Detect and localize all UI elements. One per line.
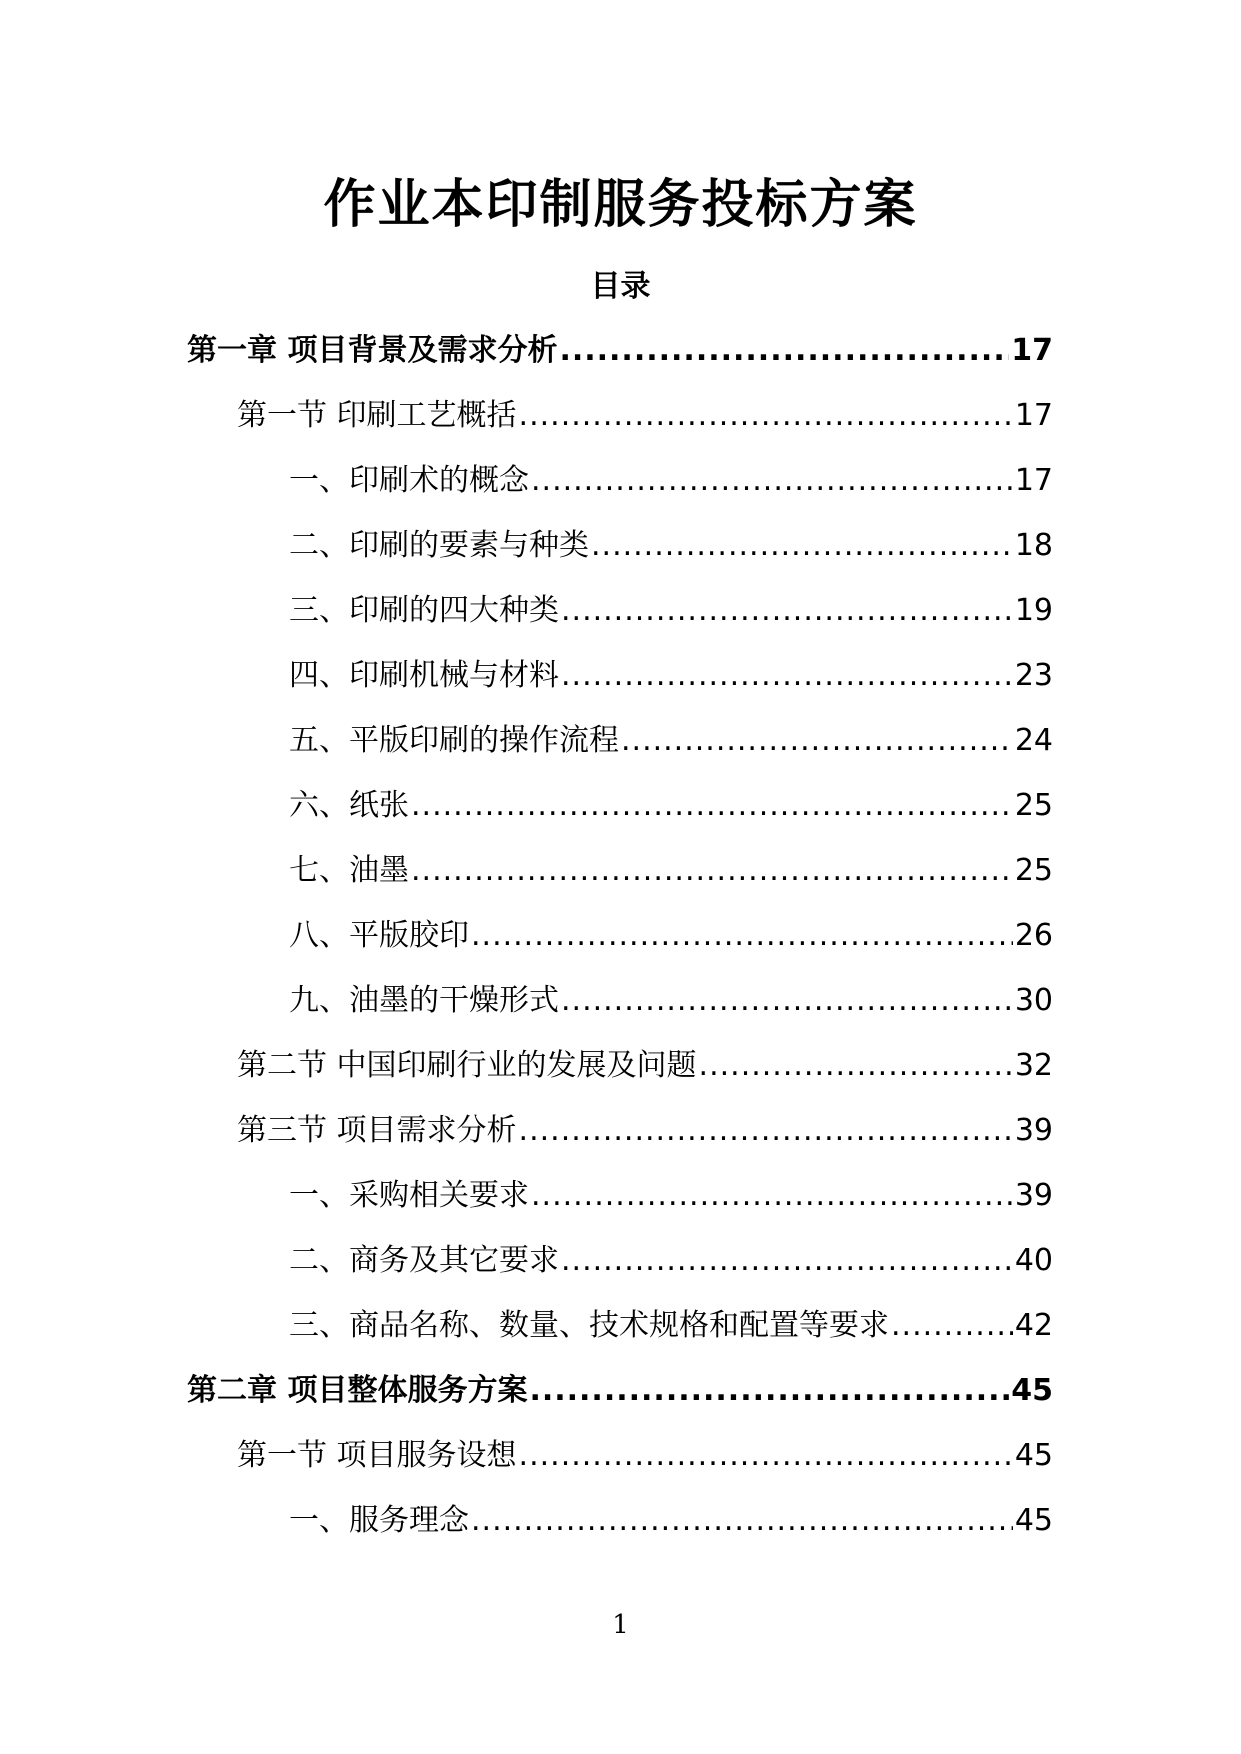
toc-entry-subsection[interactable] — [187, 716, 1053, 781]
toc-entry-subsection[interactable] — [187, 1171, 1053, 1236]
toc-entry-section[interactable] — [187, 391, 1053, 456]
toc-entry-page: 23 — [1014, 658, 1053, 693]
toc-entry-page: 17 — [1014, 463, 1053, 498]
toc-entry-title: 第一节 印刷工艺概括 — [237, 398, 517, 433]
toc-entry-subsection[interactable] — [187, 976, 1053, 1041]
toc-entry-title: 一、印刷术的概念 — [289, 463, 529, 498]
toc-entry-page: 19 — [1014, 593, 1053, 628]
toc-entry-subsection[interactable] — [187, 521, 1053, 586]
toc-entry-subsection[interactable] — [187, 1236, 1053, 1301]
toc-entry-page: 42 — [1014, 1308, 1053, 1343]
toc-leader-dots — [411, 781, 1013, 831]
toc-entry-page: 18 — [1014, 528, 1053, 563]
toc-entry-subsection[interactable] — [187, 911, 1053, 976]
toc-leader-dots — [559, 326, 1009, 376]
toc-entry-page: 40 — [1014, 1243, 1053, 1278]
toc-entry-title: 三、印刷的四大种类 — [289, 593, 559, 628]
toc-leader-dots — [411, 846, 1013, 896]
toc-entry-title: 一、采购相关要求 — [289, 1178, 529, 1213]
toc-entry-page: 30 — [1014, 983, 1053, 1018]
toc-leader-dots — [519, 1106, 1013, 1156]
toc-entry-page: 25 — [1014, 853, 1053, 888]
toc-leader-dots — [531, 456, 1013, 506]
toc-leader-dots — [561, 651, 1013, 701]
toc-leader-dots — [531, 1171, 1013, 1221]
page-number: 1 — [612, 1610, 629, 1640]
toc-entry-page: 25 — [1014, 788, 1053, 823]
toc-entry-page: 45 — [1014, 1438, 1053, 1473]
toc-entry-subsection[interactable] — [187, 586, 1053, 651]
toc-entry-subsection[interactable] — [187, 1301, 1053, 1366]
toc-leader-dots — [561, 976, 1013, 1026]
toc-leader-dots — [519, 391, 1013, 441]
toc-entry-page: 17 — [1011, 333, 1053, 368]
toc-entry-title: 第一章 项目背景及需求分析 — [187, 333, 558, 368]
table-of-contents — [187, 326, 1053, 1561]
toc-entry-page: 26 — [1014, 918, 1053, 953]
toc-leader-dots — [471, 911, 1013, 961]
toc-entry-page: 32 — [1014, 1048, 1053, 1083]
toc-entry-page: 39 — [1014, 1178, 1053, 1213]
toc-leader-dots — [621, 716, 1013, 766]
toc-entry-subsection[interactable] — [187, 1496, 1053, 1561]
toc-entry-title: 三、商品名称、数量、技术规格和配置等要求 — [289, 1308, 889, 1343]
toc-leader-dots — [891, 1301, 1013, 1351]
toc-entry-subsection[interactable] — [187, 651, 1053, 716]
toc-entry-title: 七、油墨 — [289, 853, 409, 888]
toc-entry-title: 第二章 项目整体服务方案 — [187, 1373, 528, 1408]
document-title: 作业本印制服务投标方案 — [323, 175, 918, 235]
toc-entry-title: 六、纸张 — [289, 788, 409, 823]
toc-entry-page: 45 — [1011, 1373, 1053, 1408]
toc-leader-dots — [561, 586, 1013, 636]
toc-entry-subsection[interactable] — [187, 781, 1053, 846]
toc-entry-title: 二、印刷的要素与种类 — [289, 528, 589, 563]
toc-leader-dots — [471, 1496, 1013, 1546]
toc-entry-title: 第三节 项目需求分析 — [237, 1113, 517, 1148]
toc-leader-dots — [561, 1236, 1013, 1286]
toc-entry-subsection[interactable] — [187, 456, 1053, 521]
toc-entry-title: 一、服务理念 — [289, 1503, 469, 1538]
toc-entry-title: 二、商务及其它要求 — [289, 1243, 559, 1278]
toc-entry-title: 五、平版印刷的操作流程 — [289, 723, 619, 758]
toc-entry-title: 四、印刷机械与材料 — [289, 658, 559, 693]
toc-leader-dots — [519, 1431, 1013, 1481]
toc-entry-chapter-1[interactable] — [187, 326, 1053, 391]
toc-leader-dots — [699, 1041, 1013, 1091]
toc-leader-dots — [529, 1366, 1009, 1416]
toc-heading: 目录 — [590, 269, 651, 304]
toc-entry-title: 第一节 项目服务设想 — [237, 1438, 517, 1473]
toc-entry-subsection[interactable] — [187, 846, 1053, 911]
toc-entry-section[interactable] — [187, 1431, 1053, 1496]
toc-leader-dots — [591, 521, 1013, 571]
toc-entry-chapter-2[interactable] — [187, 1366, 1053, 1431]
toc-entry-title: 第二节 中国印刷行业的发展及问题 — [237, 1048, 697, 1083]
toc-entry-section[interactable] — [187, 1041, 1053, 1106]
toc-entry-title: 九、油墨的干燥形式 — [289, 983, 559, 1018]
toc-entry-page: 39 — [1014, 1113, 1053, 1148]
toc-entry-page: 17 — [1014, 398, 1053, 433]
toc-entry-page: 45 — [1014, 1503, 1053, 1538]
toc-entry-title: 八、平版胶印 — [289, 918, 469, 953]
toc-entry-page: 24 — [1014, 723, 1053, 758]
toc-entry-section[interactable] — [187, 1106, 1053, 1171]
